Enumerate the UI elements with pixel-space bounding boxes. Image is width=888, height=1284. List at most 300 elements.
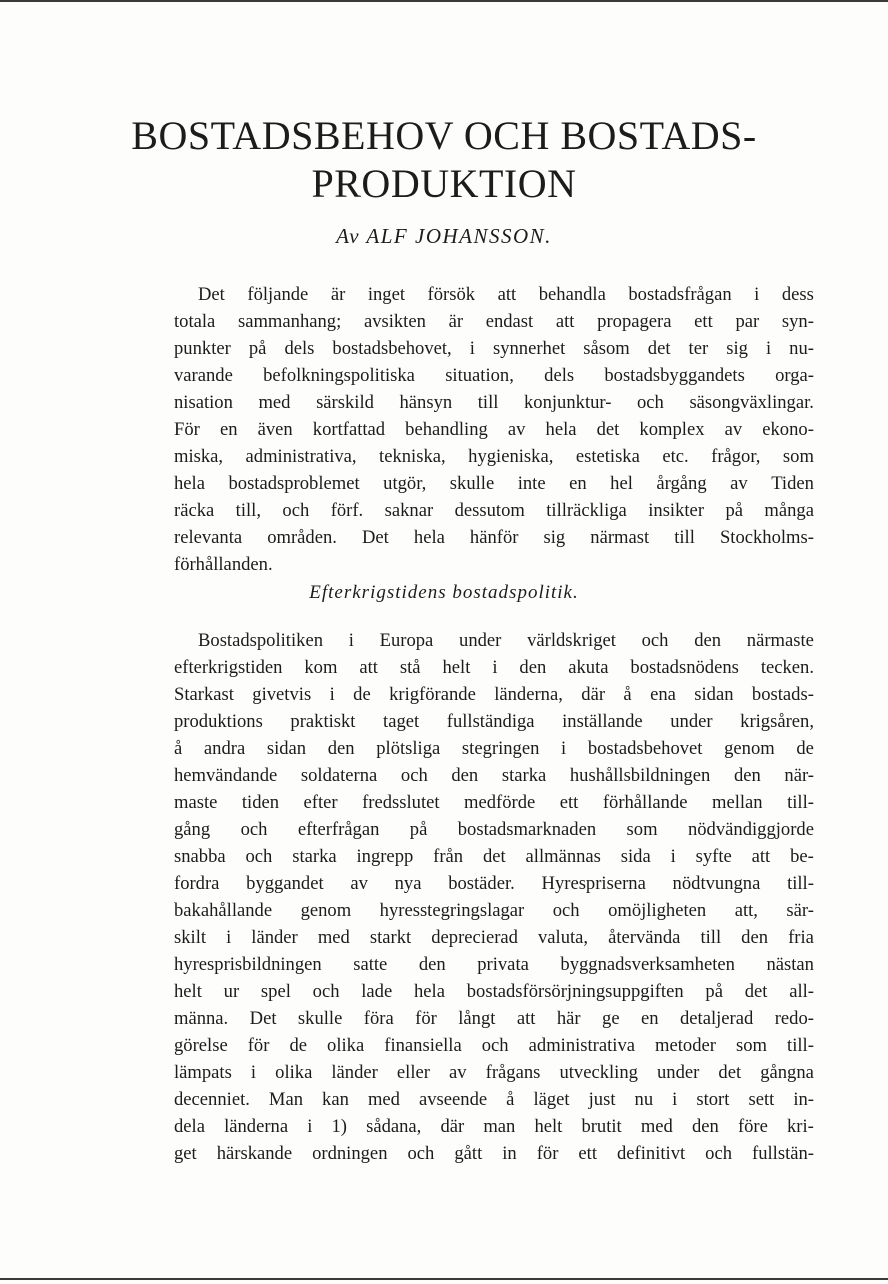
text-line — [174, 1005, 814, 1032]
word: totala — [174, 311, 216, 332]
word: kan — [322, 1089, 349, 1110]
word: i — [670, 846, 676, 867]
word: man — [483, 1116, 516, 1137]
word: inställande — [562, 711, 643, 732]
article-title — [100, 112, 788, 208]
word: valuta, — [538, 927, 589, 948]
word: par — [735, 311, 760, 332]
word: nisation — [174, 392, 233, 413]
word: männa. — [174, 1008, 229, 1029]
word: och — [282, 500, 310, 521]
word: Hyrespriserna — [541, 873, 646, 894]
text-line — [174, 497, 814, 524]
word: medförde — [464, 792, 536, 813]
word: som — [626, 819, 658, 840]
text-line — [174, 443, 814, 470]
word: säsongväxlingar. — [689, 392, 814, 413]
word: inte — [517, 473, 546, 494]
word: starkt — [369, 927, 412, 948]
word: det — [718, 1062, 742, 1083]
word: och — [245, 846, 273, 867]
word: krigförande — [389, 684, 476, 705]
word: är — [448, 311, 464, 332]
word: frågor, — [711, 446, 761, 467]
text-line — [174, 870, 814, 897]
text-line — [174, 1086, 814, 1113]
word: dels — [544, 365, 575, 386]
word: syfte — [695, 846, 732, 867]
word: världskriget — [527, 630, 616, 651]
word: å — [174, 738, 183, 759]
word: och — [407, 1143, 435, 1164]
word: att — [516, 1008, 536, 1029]
word: den — [519, 657, 547, 678]
word: bostadsbehovet — [587, 738, 703, 759]
word: tiden — [241, 792, 280, 813]
word: byggnadsverksamheten — [560, 954, 735, 975]
word: produktions — [174, 711, 263, 732]
word: särskild — [316, 392, 374, 413]
word: olika — [327, 1035, 365, 1056]
word: situation, — [445, 365, 514, 386]
word: be- — [790, 846, 814, 867]
word: och — [705, 1143, 733, 1164]
author-byline: Av ALF JOHANSSON. — [336, 224, 552, 248]
word: kri- — [786, 1116, 814, 1137]
word: som — [736, 1035, 767, 1056]
word: närmast — [590, 527, 650, 548]
word: en — [569, 473, 587, 494]
word: praktiskt — [290, 711, 356, 732]
text-line — [174, 1032, 814, 1059]
word: till — [477, 392, 499, 413]
word: nu — [634, 1089, 654, 1110]
word: även — [257, 419, 293, 440]
text-line — [174, 1113, 814, 1140]
word: administrativa, — [245, 446, 357, 467]
word: ett — [559, 792, 579, 813]
word: finansiella — [384, 1035, 462, 1056]
word: inget — [367, 284, 406, 305]
word: deprecierad — [431, 927, 518, 948]
word: get — [174, 1143, 197, 1164]
word: administrativa — [528, 1035, 636, 1056]
word: gångna — [760, 1062, 814, 1083]
section-subheading: Efterkrigstidens bostadspolitik. — [309, 582, 579, 603]
word: det — [482, 846, 506, 867]
word: närmaste — [746, 630, 814, 651]
word: skilt — [174, 927, 207, 948]
word: i — [250, 1062, 257, 1083]
word: sig — [726, 338, 748, 359]
word: den — [741, 927, 769, 948]
word: skulle — [297, 1008, 343, 1029]
word: Det — [361, 527, 389, 548]
word: utveckling — [559, 1062, 638, 1083]
word: all- — [789, 981, 814, 1002]
word: på — [248, 338, 267, 359]
word: in- — [793, 1089, 814, 1110]
word: stegringen — [461, 738, 540, 759]
text-line — [174, 1140, 814, 1167]
word: områden. — [267, 527, 337, 548]
word: 1) — [331, 1116, 347, 1137]
word: lämpats — [174, 1062, 232, 1083]
word: till- — [787, 792, 814, 813]
word: nu- — [789, 338, 814, 359]
word: ur — [223, 981, 240, 1002]
word: att — [359, 657, 378, 678]
word: miska, — [174, 446, 224, 467]
word: sär- — [786, 900, 814, 921]
word: när- — [784, 765, 814, 786]
word: sida — [620, 846, 651, 867]
word: följande — [247, 284, 309, 305]
word: Det — [198, 284, 225, 305]
word: tillräckliga — [546, 500, 627, 521]
word: för — [536, 1143, 559, 1164]
text-line — [174, 924, 814, 951]
word: den — [691, 1116, 719, 1137]
word: synnerhet — [492, 338, 566, 359]
word: och — [400, 765, 428, 786]
word: behandling — [405, 419, 488, 440]
word: dessutom — [454, 500, 525, 521]
word: länder — [251, 927, 298, 948]
word: där — [581, 684, 606, 705]
word: den — [327, 738, 355, 759]
word: varande — [174, 365, 233, 386]
title-line-2: PRODUKTION — [311, 161, 577, 206]
word: görelse — [174, 1035, 228, 1056]
word: helt — [174, 981, 202, 1002]
word: saknar — [384, 500, 434, 521]
word: och — [637, 392, 664, 413]
word: hyresstegringslagar — [379, 900, 525, 921]
word: relevanta — [174, 527, 243, 548]
text-line — [174, 335, 814, 362]
word: hyresprisbildningen — [174, 954, 322, 975]
word: sådana, — [366, 1116, 422, 1137]
word: och — [641, 630, 669, 651]
word: efterkrigstiden — [174, 657, 283, 678]
word: bakahållande — [174, 900, 273, 921]
word: och — [552, 900, 580, 921]
word: hygieniska, — [468, 446, 554, 467]
top-border-line — [0, 0, 888, 2]
word: den — [418, 954, 446, 975]
text-line — [174, 362, 814, 389]
word: hela — [413, 527, 445, 548]
word: sammanhang; — [237, 311, 342, 332]
word: redo- — [774, 1008, 814, 1029]
word: på — [725, 500, 743, 521]
text-line — [174, 816, 814, 843]
word: under — [657, 1062, 700, 1083]
word: propagera — [597, 311, 672, 332]
word: helt — [442, 657, 471, 678]
word: gång — [174, 819, 211, 840]
word: många — [764, 500, 814, 521]
word: avseende — [418, 1089, 488, 1110]
word: fullstän- — [752, 1143, 814, 1164]
word: hänför — [469, 527, 519, 548]
word: satte — [353, 954, 388, 975]
word: Europa — [379, 630, 434, 651]
word: Tiden — [771, 473, 814, 494]
word: bostadsfrågan — [628, 284, 732, 305]
word: ordningen — [312, 1143, 388, 1164]
word: definitivt — [617, 1143, 686, 1164]
word: hushållsbildningen — [569, 765, 711, 786]
word: befolkningspolitiska — [263, 365, 415, 386]
word: som — [782, 446, 814, 467]
word: tekniska, — [379, 446, 446, 467]
word: stort — [696, 1089, 730, 1110]
word: ter — [688, 338, 709, 359]
word: bostadsbyggandets — [604, 365, 745, 386]
word: av — [350, 873, 368, 894]
word: med — [367, 1089, 400, 1110]
word: i — [226, 927, 232, 948]
word: att — [497, 284, 517, 305]
word: med — [258, 392, 291, 413]
word: hela — [174, 473, 205, 494]
word: sig — [543, 527, 566, 548]
word: tecken. — [760, 657, 814, 678]
word: Starkast — [174, 684, 234, 705]
text-line — [174, 708, 814, 735]
word: hela — [545, 419, 577, 440]
word: det — [647, 338, 671, 359]
word: och — [312, 981, 340, 1002]
word: efter — [303, 792, 338, 813]
word: med — [317, 927, 350, 948]
word: stå — [399, 657, 421, 678]
word: kortfattad — [312, 419, 386, 440]
word: efterfrågan — [297, 819, 380, 840]
text-line — [174, 897, 814, 924]
word: till, — [235, 500, 261, 521]
word: under — [670, 711, 713, 732]
word: på — [705, 981, 723, 1002]
text-line — [174, 762, 814, 789]
word: fredsslutet — [362, 792, 440, 813]
word: fullständiga — [446, 711, 535, 732]
word: ekono- — [762, 419, 814, 440]
word: långt — [458, 1008, 496, 1029]
word: sidan — [694, 684, 734, 705]
word: givetvis — [252, 684, 312, 705]
word: förf. — [330, 500, 364, 521]
word: på — [409, 819, 428, 840]
word: till- — [787, 1035, 814, 1056]
word: bostäder. — [448, 873, 515, 894]
word: ett — [578, 1143, 597, 1164]
text-line — [174, 735, 814, 762]
word: dess — [781, 284, 814, 305]
word: eller — [396, 1062, 430, 1083]
word: å — [623, 684, 632, 705]
paragraph-postwar-policy — [174, 627, 814, 1167]
word: soldaterna — [300, 765, 378, 786]
word: För — [174, 419, 200, 440]
word: starka — [501, 765, 547, 786]
word: skulle — [449, 473, 495, 494]
text-line — [174, 551, 814, 578]
word: såsom — [583, 338, 630, 359]
word: de — [796, 738, 814, 759]
word: till — [674, 527, 695, 548]
word: av — [507, 419, 526, 440]
word: byggandet — [246, 873, 324, 894]
word: Man — [268, 1089, 304, 1110]
word: det — [744, 981, 768, 1002]
word: i — [754, 284, 760, 305]
word: genom — [300, 900, 352, 921]
word: in — [502, 1143, 517, 1164]
word: behandla — [538, 284, 606, 305]
word: komplex — [639, 419, 705, 440]
word: etc. — [662, 446, 689, 467]
word: i — [492, 657, 498, 678]
word: och — [481, 1035, 509, 1056]
word: privata — [477, 954, 529, 975]
word: i — [307, 1116, 313, 1137]
word: taget — [383, 711, 420, 732]
word: från — [433, 846, 464, 867]
word: hela — [414, 981, 445, 1002]
word: länderna — [224, 1116, 289, 1137]
word: andra — [203, 738, 246, 759]
word: bostadsförsörjningsuppgiften — [466, 981, 684, 1002]
word: decenniet. — [174, 1089, 250, 1110]
word: hemvändande — [174, 765, 278, 786]
word: spel — [260, 981, 291, 1002]
word: krigsåren, — [740, 711, 814, 732]
word: att, — [734, 900, 758, 921]
word: snabba — [174, 846, 226, 867]
word: att — [555, 311, 575, 332]
word: hänsyn — [399, 392, 453, 413]
text-line — [174, 843, 814, 870]
text-line — [174, 416, 814, 443]
word: starka — [292, 846, 337, 867]
word: till- — [787, 873, 814, 894]
word: syn- — [781, 311, 814, 332]
word: den — [694, 630, 722, 651]
word: akuta — [568, 657, 609, 678]
word: just — [588, 1089, 616, 1110]
word: föra — [363, 1008, 394, 1029]
word: i — [561, 738, 567, 759]
word: Bostadspolitiken — [198, 630, 323, 651]
word: där — [440, 1116, 465, 1137]
word: med — [640, 1116, 673, 1137]
word: bostadsproblemet — [228, 473, 360, 494]
word: avsikten — [363, 311, 426, 332]
word: brutit — [581, 1116, 622, 1137]
word: hel — [610, 473, 633, 494]
word: bostadsbehovet, — [332, 338, 452, 359]
text-line — [174, 281, 814, 308]
word: i — [469, 338, 475, 359]
word: förhållanden. — [174, 554, 273, 575]
word: dela — [174, 1116, 205, 1137]
text-line — [174, 1059, 814, 1086]
word: i — [672, 1089, 678, 1110]
word: de — [289, 1035, 308, 1056]
word: för — [247, 1035, 270, 1056]
word: före — [737, 1116, 768, 1137]
word: nödvändiggjorde — [687, 819, 814, 840]
word: av — [449, 1062, 467, 1083]
text-line — [174, 308, 814, 335]
word: ingrepp — [356, 846, 414, 867]
word: bostads- — [751, 684, 814, 705]
word: å — [506, 1089, 515, 1110]
word: gått — [454, 1143, 483, 1164]
word: omöjligheten — [608, 900, 707, 921]
text-line — [174, 654, 814, 681]
word: förhållande — [602, 792, 688, 813]
word: ena — [650, 684, 676, 705]
word: årgång — [656, 473, 707, 494]
word: läget — [533, 1089, 570, 1110]
word: är — [330, 284, 346, 305]
word: länderna, — [494, 684, 563, 705]
word: ge — [602, 1008, 620, 1029]
word: ett — [694, 311, 713, 332]
word: orga- — [775, 365, 814, 386]
word: fria — [788, 927, 814, 948]
text-line — [174, 389, 814, 416]
word: plötsliga — [376, 738, 441, 759]
word: metoder — [655, 1035, 716, 1056]
word: länder — [331, 1062, 378, 1083]
word: för — [415, 1008, 437, 1029]
word: olika — [275, 1062, 313, 1083]
word: genom — [724, 738, 775, 759]
word: i — [348, 630, 354, 651]
word: estetiska — [575, 446, 640, 467]
text-line — [174, 681, 814, 708]
word: helt — [534, 1116, 563, 1137]
word: de — [353, 684, 371, 705]
word: det — [596, 419, 620, 440]
word: härskande — [216, 1143, 293, 1164]
word: lade — [361, 981, 393, 1002]
word: till — [700, 927, 722, 948]
word: allmännas — [525, 846, 601, 867]
text-line — [174, 524, 814, 551]
word: och — [240, 819, 268, 840]
word: insikter — [648, 500, 705, 521]
word: sett — [748, 1089, 775, 1110]
word: en — [219, 419, 238, 440]
word: den — [451, 765, 479, 786]
word: återvända — [608, 927, 681, 948]
word: bostadsnödens — [630, 657, 739, 678]
word: nästan — [766, 954, 814, 975]
word: bostadsmarknaden — [457, 819, 597, 840]
word: Det — [249, 1008, 277, 1029]
word: punkter — [174, 338, 231, 359]
text-line — [174, 789, 814, 816]
paragraph-intro — [174, 281, 814, 578]
word: under — [459, 630, 502, 651]
word: räcka — [174, 500, 215, 521]
